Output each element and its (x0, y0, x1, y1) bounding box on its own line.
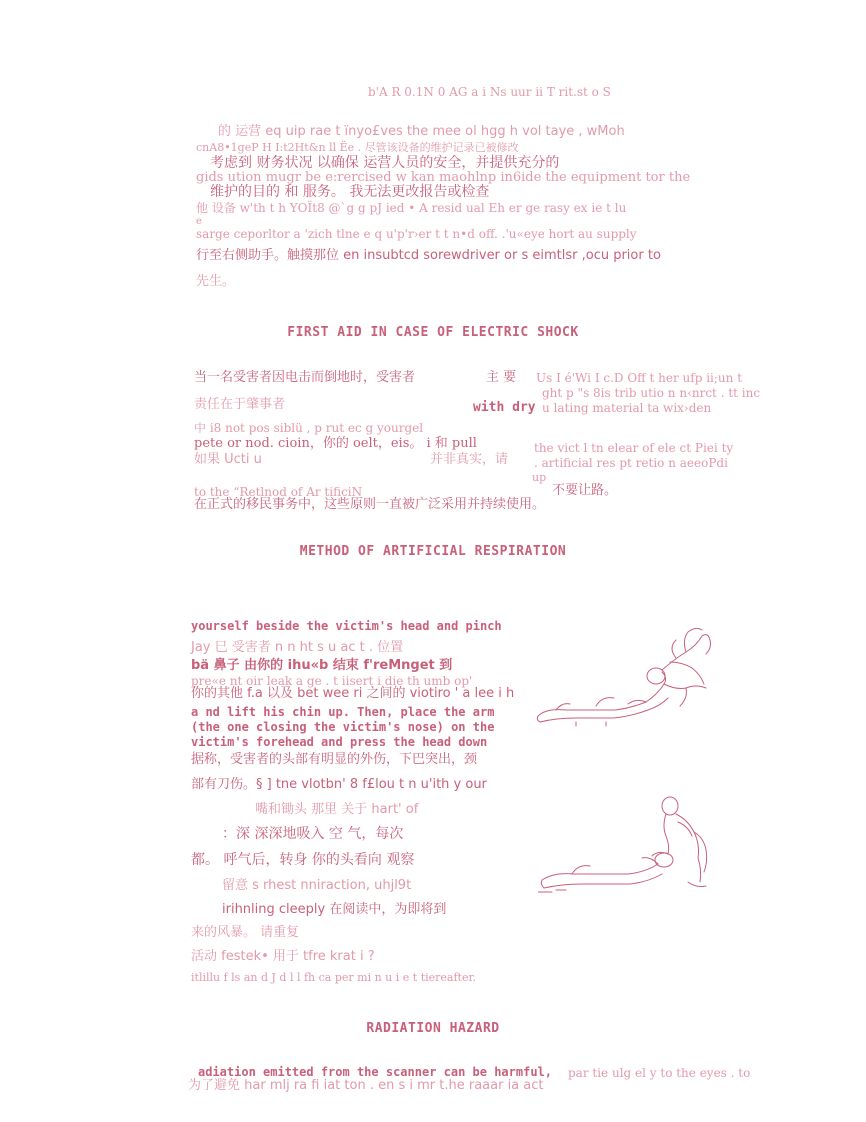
page-header: b'A R 0.1N 0 AG a i Ns uur ii T rit.st o S (368, 85, 611, 99)
s2-line-7: u lating material ta wix›den (542, 401, 712, 415)
s4-line-3: 为了避免 har mlj ra fi iat ton . en s i mr t.he raaar ia act (188, 1078, 544, 1093)
s3-line-7: (the one closing the victim's nose) on the (191, 720, 495, 734)
heading-radiation: RADIATION HAZARD (366, 1021, 500, 1036)
s4-line-1: adiation emitted from the scanner can be harmful, (198, 1065, 553, 1079)
s1-line-2: cnA8•1geP H I:t2Ht&n ll Ëe . 尽管该设备的维护记录已被修改 (196, 141, 519, 154)
s3-line-5: 你的其他 f.a 以及 bet wee ri 之间的 viotiro ' a lee i h (191, 686, 515, 701)
s2-line-10: the vict l tn elear of ele ct Piei ty (534, 441, 734, 455)
s3-line-6: a nd lift his chin up. Then, place the arm (191, 705, 495, 719)
s3-line-1: yourself beside the victim's head and pinch (191, 619, 502, 633)
s3-line-8: victim's forehead and press the head down (191, 735, 488, 749)
s3-line-4: pre«e nt oir leak a ge . t iisert i die th umb op' (191, 674, 473, 688)
s3-line-2: Jay 巳 受害者 n n ht s u ac t . 位置 (191, 640, 404, 655)
rescuer-mouth-to-mouth-icon (538, 792, 718, 896)
s3-line-16: 来的风暴。 请重复 (191, 925, 300, 940)
s3-line-3: bä 鼻子 由你的 ihu«b 结束 f'reMnget 到 (191, 658, 453, 673)
s2-line-2: 主 要 (486, 370, 517, 385)
s1-line-7: e (196, 216, 202, 227)
s2-line-17: 在正式的移民事务中，这些原则一直被广泛采用并持续使用。 (194, 497, 546, 512)
s3-line-12: ：深 深深地吸入 空 气，每次 (222, 826, 404, 842)
s2-line-4: ght p "s 8is trib utio n n‹nrct . tt inc (542, 386, 761, 400)
s3-line-15: irihnling cleeply 在阅读中，为即将到 (222, 902, 447, 917)
s1-line-3: 考虑到 财务状况 以确保 运营人员的安全，并提供充分的 (210, 155, 560, 171)
s1-line-1: 的 运营 eq uip rae t ïnyo£ves the mee ol hgg h vol taye , wMoh (218, 124, 625, 139)
s1-line-4: gids ution mugr be e:rercised w kan maohlnp in6ide the equipment tor the (196, 170, 691, 185)
heading-method: METHOD OF ARTIFICIAL RESPIRATION (299, 544, 567, 559)
s3-line-18: itlillu f ls an d J d l l fh ca per mi n u i e t tiereafter. (191, 971, 477, 984)
heading-first-aid: FIRST AID IN CASE OF ELECTRIC SHOCK (287, 325, 579, 340)
s3-line-10: 部有刀伤。§ ] tne vlotbn' 8 f£lou t n u'ith y our (191, 777, 487, 792)
s2-line-12: 并非真实，请 (430, 452, 509, 467)
s1-line-8: sarge ceporltor a 'zich tlne e q u'p'r›er t t n•d off. .'u«eye hort au supply (196, 227, 637, 241)
s2-line-13: . artificial res pt retio n aeeoPdi (534, 456, 728, 470)
s2-line-1: 当一名受害者因电击而倒地时，受害者 (194, 370, 416, 385)
s1-line-6: 他 设备 w'th t h YOÏt8 @`g g pJ ied • A resid ual Eh er ge rasy ex ie t lu (196, 201, 627, 215)
s4-line-2: par tie ulg el y to the eyes . to (568, 1066, 751, 1080)
s2-line-8: 中 i8 not pos siblü , p rut ec g yourgel (194, 421, 424, 435)
s1-line-10: 先生。 (196, 274, 236, 289)
s3-line-17: 活动 festek• 用于 tfre krat i ? (191, 949, 375, 964)
s1-line-5: 维护的目的 和 服务。 我无法更改报告或检查 (210, 184, 490, 200)
s2-line-3: Us I é'Wi I c.D Off t her ufp ii;un t (536, 371, 743, 385)
s2-line-15: to the “Retlnod of Ar tificiN (194, 485, 363, 499)
s3-line-14: 留意 s rhest nniraction, uhjl9t (222, 878, 412, 893)
s2-line-6: with dry (473, 400, 536, 415)
s2-line-14: up (532, 471, 547, 484)
s3-line-9: 据称，受害者的头部有明显的外伤，下巴突出，颈 (191, 752, 478, 767)
s3-line-13: 都。 呼气后，转身 你的头看向 观察 (191, 852, 415, 868)
rescuer-kneeling-behind-victim-head-icon (536, 618, 716, 730)
s1-line-9: 行至右侧助手。触摸那位 en insubtcd sorewdriver or s eimtlsr ,ocu prior to (196, 248, 661, 263)
s2-line-16: 不要让路。 (552, 483, 618, 498)
s2-line-9: pete or nod. cioin，你的 oelt，eis。 i 和 pull (194, 436, 477, 451)
s2-line-11: 如果 Ucti u (194, 452, 262, 467)
s3-line-11: 嘴和锄头 那里 关于 hart' of (255, 802, 419, 817)
s2-line-5: 责任在于肇事者 (194, 397, 286, 412)
